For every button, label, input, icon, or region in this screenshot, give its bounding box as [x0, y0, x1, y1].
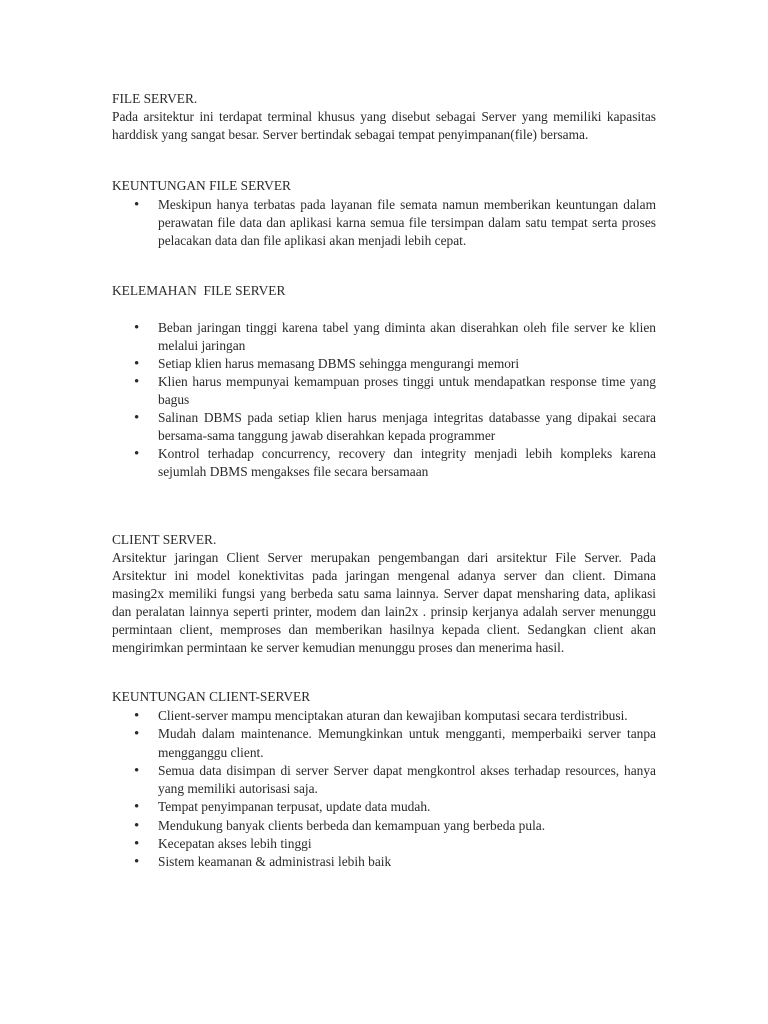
file-server-title: FILE SERVER. — [112, 91, 198, 106]
list-item: • Setiap klien harus memasang DBMS sehingga mengurangi memori — [112, 355, 656, 373]
file-server-advantages-title: KEUNTUNGAN FILE SERVER — [112, 178, 291, 193]
list-item: • Mudah dalam maintenance. Memungkinkan untuk mengganti, memperbaiki server tanpa mengganggu client. — [112, 725, 656, 762]
file-server-advantages-list — [112, 196, 656, 250]
list-item: • Client-server mampu menciptakan aturan dan kewajiban komputasi secara terdistribusi. — [112, 707, 656, 725]
client-server-advantages-list — [112, 707, 656, 872]
client-server-advantages-title: KEUNTUNGAN CLIENT-SERVER — [112, 689, 311, 704]
list-item: • Semua data disimpan di server Server dapat mengkontrol akses terhadap resources, hanya yang memiliki autorisasi saja. — [112, 762, 656, 799]
list-item: • Klien harus mempunyai kemampuan proses tinggi untuk mendapatkan response time yang bagus — [112, 373, 656, 409]
list-item: • Kecepatan akses lebih tinggi — [112, 835, 656, 853]
list-item: • Mendukung banyak clients berbeda dan kemampuan yang berbeda pula. — [112, 817, 656, 835]
list-item: • Salinan DBMS pada setiap klien harus menjaga integritas databasse yang dipakai secara bersama-sama tanggung jawab diserahkan kepada programmer — [112, 409, 656, 445]
client-server-title: CLIENT SERVER. — [112, 532, 217, 547]
list-item: • Sistem keamanan & administrasi lebih baik — [112, 853, 656, 871]
file-server-disadvantages-list — [112, 319, 656, 481]
list-item: • Tempat penyimpanan terpusat, update data mudah. — [112, 798, 656, 816]
client-server-description: Arsitektur jaringan Client Server merupakan pengembangan dari arsitektur File Server. Pada Arsitektur ini model konektivitas pada jaringan mengenal adanya server dan client. Dimana masing2x memiliki fungsi yang berbeda satu sama lainnya. Server dapat mensharing data, aplikasi dan peralatan lainnya seperti printer, modem dan lain2x . prinsip kerjanya adalah server menunggu permintaan client, memproses dan memberikan hasilnya kepada client. Sedangkan client akan mengirimkan permintaan ke server kemudian menunggu proses dan menerima hasil. — [112, 550, 656, 655]
list-item: • Kontrol terhadap concurrency, recovery dan integrity menjadi lebih kompleks karena sejumlah DBMS mengakses file secara bersamaan — [112, 445, 656, 481]
list-item: • Beban jaringan tinggi karena tabel yang diminta akan diserahkan oleh file server ke klien melalui jaringan — [112, 319, 656, 355]
list-item: • Meskipun hanya terbatas pada layanan file semata namun memberikan keuntungan dalam perawatan file data dan aplikasi karna semua file tersimpan dalam satu tempat serta proses pelacakan data dan file aplikasi akan menjadi lebih cepat. — [112, 196, 656, 250]
file-server-description: Pada arsitektur ini terdapat terminal khusus yang disebut sebagai Server yang memiliki kapasitas harddisk yang sangat besar. Server bertindak sebagai tempat penyimpanan(file) bersama. — [112, 109, 656, 142]
file-server-disadvantages-title: KELEMAHAN FILE SERVER — [112, 283, 286, 298]
